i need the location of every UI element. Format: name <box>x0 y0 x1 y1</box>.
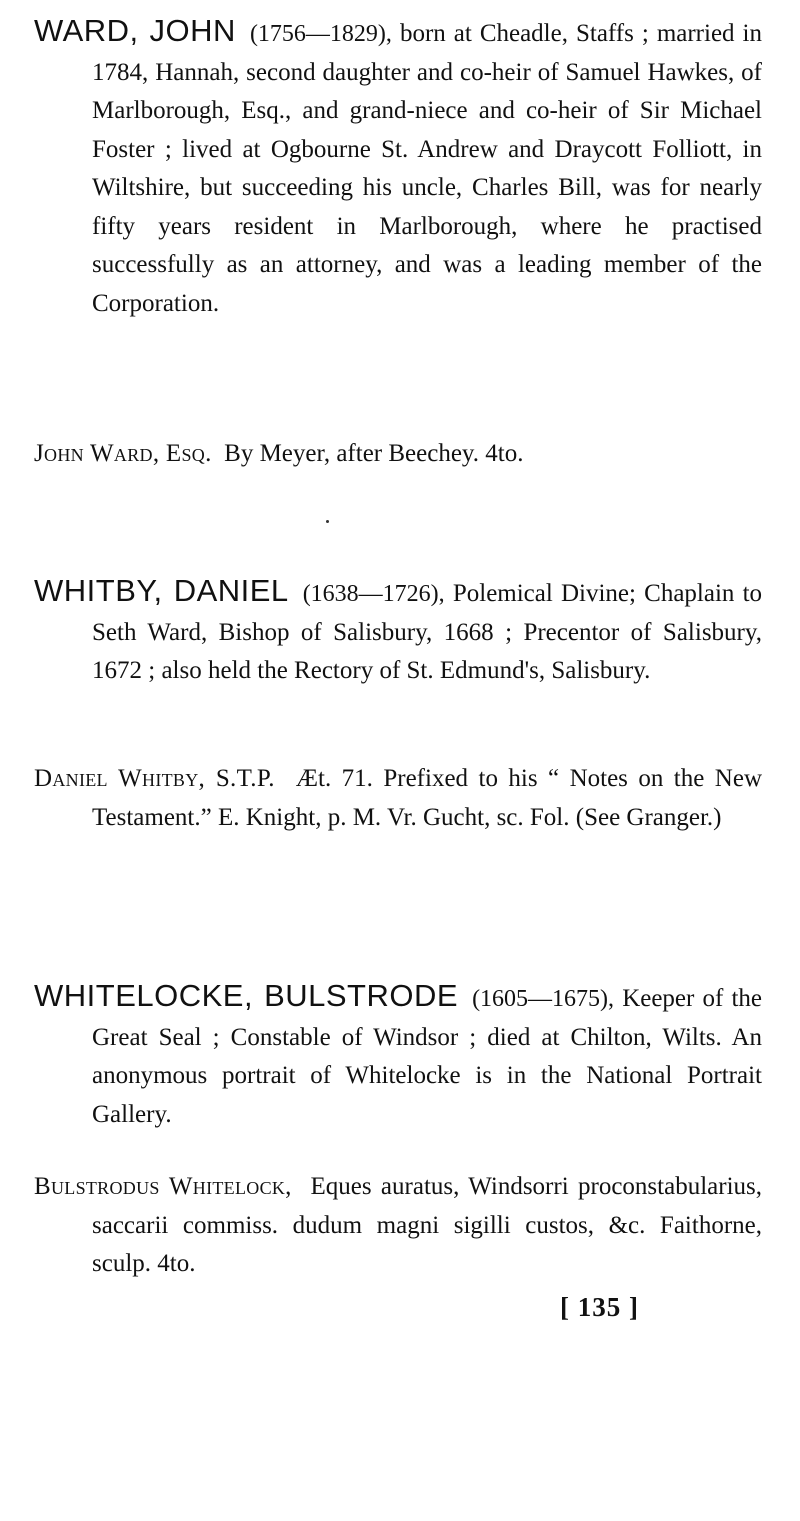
portrait-sitter: John Ward, Esq. <box>34 440 212 467</box>
entry-dates: (1605—1675), <box>472 986 615 1012</box>
portrait-text: By Meyer, after Beechey. 4to. <box>224 440 524 467</box>
print-speck <box>326 520 329 523</box>
entry-name: WHITBY, DANIEL <box>34 573 289 608</box>
portrait-sitter: Bulstrodus Whitelock, <box>34 1173 292 1200</box>
biography-entry-ward <box>34 12 762 323</box>
portrait-entry-whitelocke <box>34 1168 762 1284</box>
entry-name: WHITELOCKE, BULSTRODE <box>34 978 459 1013</box>
biography-entry-whitby <box>34 572 762 691</box>
biography-paragraph <box>34 977 762 1134</box>
portrait-sitter: Daniel Whitby, S.T.P. <box>34 765 275 792</box>
biography-entry-whitelocke <box>34 977 762 1134</box>
biography-paragraph <box>34 572 762 691</box>
portrait-paragraph <box>34 435 762 474</box>
portrait-text: Æt. 71. Prefixed to his “ Notes on the New Testament.” E. Knight, p. M. Vr. Gucht, sc. Fol. (See Granger.) <box>92 765 763 831</box>
portrait-entry-whitby <box>34 760 762 837</box>
biography-paragraph <box>34 12 762 323</box>
entry-name: WARD, JOHN <box>34 13 236 48</box>
entry-description: Keeper of the Great Seal ; Constable of Windsor ; died at Chilton, Wilts. An anonymous portrait of Whitelocke is in the National Portrait Gallery. <box>92 985 762 1128</box>
portrait-entry-ward <box>34 435 762 474</box>
entry-dates: (1638—1726), <box>302 581 445 607</box>
portrait-text: Eques auratus, Windsorri proconstabularius, saccarii commiss. dudum magni sigilli custos, &c. Faithorne, sculp. 4to. <box>92 1173 762 1277</box>
page-number: [ 135 ] <box>560 1292 639 1322</box>
entry-description: born at Cheadle, Staffs ; married in 1784, Hannah, second daughter and co-heir of Samuel Hawkes, of Marlborough, Esq., and grand-niece and co-heir of Sir Michael Foster ; lived at Ogbourne St. Andrew and Draycott Folliott, in Wiltshire, but succeeding his uncle, Charles Bill, was for nearly fifty years resident in Marlborough, where he practised successfully as an attorney, and was a leading member of the Corporation. <box>92 20 762 317</box>
entry-dates: (1756—1829), <box>249 21 392 47</box>
portrait-paragraph <box>34 760 762 837</box>
portrait-paragraph <box>34 1168 762 1284</box>
entry-description: Polemical Divine; Chaplain to Seth Ward, Bishop of Salisbury, 1668 ; Precentor of Salisbury, 1672 ; also held the Rectory of St. Edmund's, Salisbury. <box>92 580 763 684</box>
